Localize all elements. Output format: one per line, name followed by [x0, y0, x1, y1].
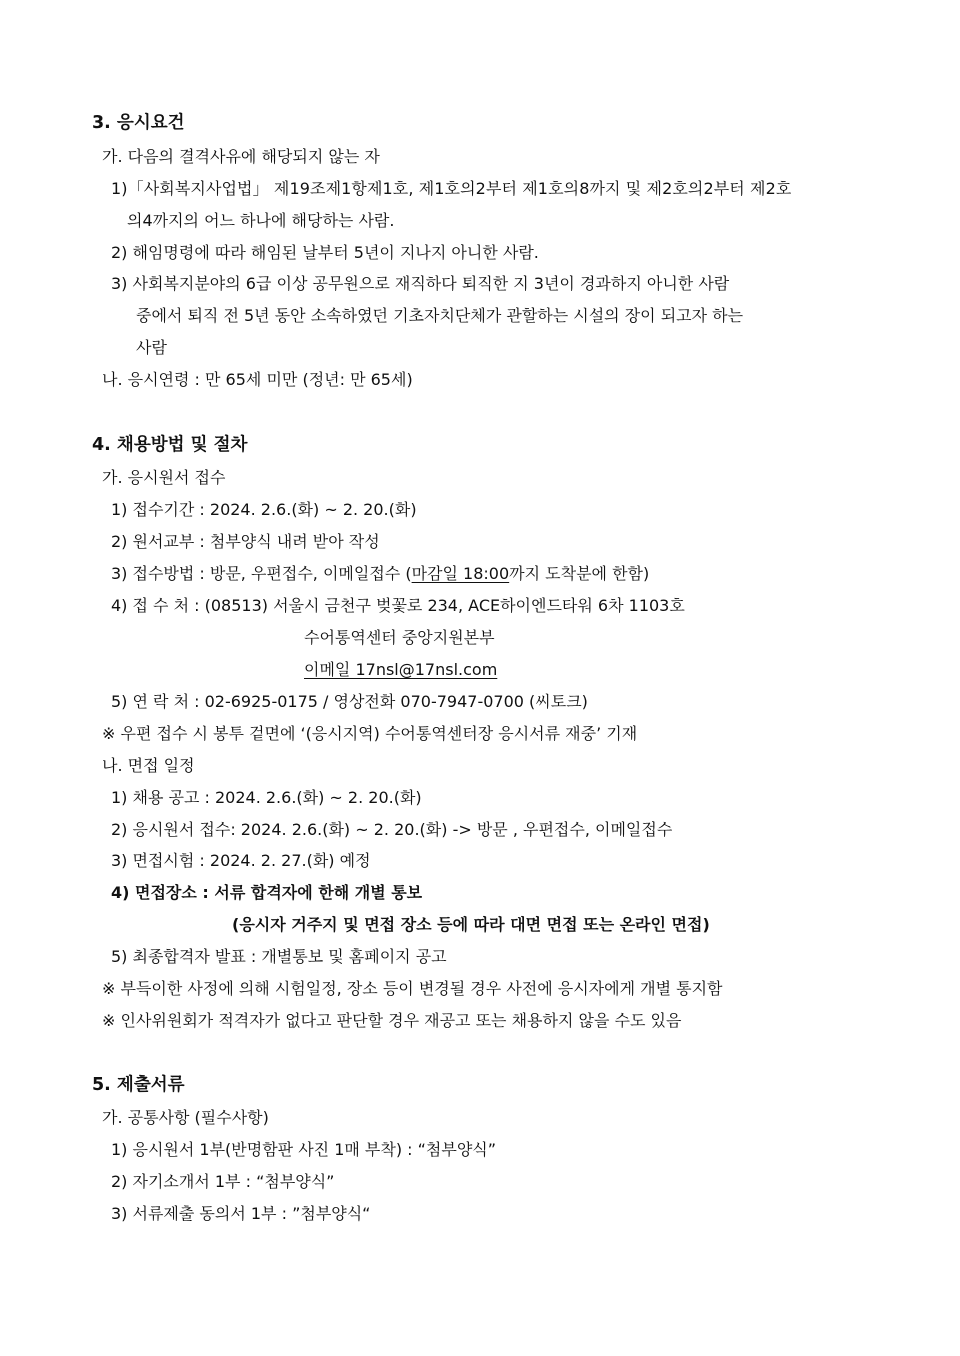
- s4-item-a1: 1) 접수기간 : 2024. 2.6.(화) ~ 2. 20.(화): [111, 500, 417, 519]
- s5-item-a3: 3) 서류제출 동의서 1부 : ”첨부양식“: [111, 1204, 371, 1223]
- s4-item-a4-line2: 수어통역센터 중앙지원본부: [304, 628, 495, 647]
- s4-item-a4: 4) 접 수 처 : (08513) 서울시 금천구 벚꽃로 234, ACE하이엔드타워 6차 1103호: [111, 596, 685, 615]
- section-5-title: 5. 제출서류: [92, 1075, 185, 1095]
- s4-a3-suffix: 까지 도착분에 한함): [509, 564, 650, 583]
- s4-a3-deadline: 마감일 18:00: [411, 564, 510, 583]
- s4-item-a5: 5) 연 락 처 : 02-6925-0175 / 영상전화 070-7947-0700 (씨토크): [111, 692, 588, 711]
- s4-item-b: 나. 면접 일정: [102, 756, 195, 775]
- s3-item-a: 가. 다음의 결격사유에 해당되지 않는 자: [102, 147, 380, 166]
- section-3-title: 3. 응시요건: [92, 113, 185, 133]
- s4-item-a: 가. 응시원서 접수: [102, 468, 226, 487]
- section-4-title: 4. 채용방법 및 절차: [92, 435, 248, 455]
- s4-a3-prefix: 3) 접수방법 : 방문, 우편접수, 이메일접수 (: [111, 564, 412, 583]
- s3-item-b: 나. 응시연령 : 만 65세 미만 (정년: 만 65세): [102, 370, 413, 389]
- s4-item-a4-email: 이메일 17nsl@17nsl.com: [304, 660, 498, 679]
- s5-item-a: 가. 공통사항 (필수사항): [102, 1108, 269, 1127]
- s4-item-b5: 5) 최종합격자 발표 : 개별통보 및 홈페이지 공고: [111, 947, 447, 966]
- s3-item-a3-line1: 3) 사회복지분야의 6급 이상 공무원으로 재직하다 퇴직한 지 3년이 경과하지 아니한 사람: [111, 274, 730, 293]
- s4-item-b4: 4) 면접장소 : 서류 합격자에 한해 개별 통보: [111, 883, 423, 902]
- s4-item-b4-line2: (응시자 거주지 및 면접 장소 등에 따라 대면 면접 또는 온라인 면접): [232, 915, 710, 934]
- s3-item-a3-line3: 사람: [136, 338, 167, 357]
- s4-item-b2: 2) 응시원서 접수: 2024. 2.6.(화) ~ 2. 20.(화) -> 방문 , 우편접수, 이메일접수: [111, 820, 673, 839]
- s4-item-b1: 1) 채용 공고 : 2024. 2.6.(화) ~ 2. 20.(화): [111, 788, 422, 807]
- s5-item-a1: 1) 응시원서 1부(반명함판 사진 1매 부착) : “첨부양식”: [111, 1140, 497, 1159]
- s4-item-a2: 2) 원서교부 : 첨부양식 내려 받아 작성: [111, 532, 380, 551]
- s3-item-a1-line2: 의4까지의 어느 하나에 해당하는 사람.: [127, 211, 395, 230]
- s3-item-a3-line2: 중에서 퇴직 전 5년 동안 소속하였던 기초자치단체가 관할하는 시설의 장이 되고자 하는: [136, 306, 744, 325]
- s4-item-a3: [111, 563, 649, 585]
- s4-item-b3: 3) 면접시험 : 2024. 2. 27.(화) 예정: [111, 851, 371, 870]
- s4-note-2: ※ 부득이한 사정에 의해 시험일정, 장소 등이 변경될 경우 사전에 응시자에게 개별 통지함: [102, 979, 723, 998]
- s3-item-a1-line1: 1)「사회복지사업법」 제19조제1항제1호, 제1호의2부터 제1호의8까지 및 제2호의2부터 제2호: [111, 179, 792, 198]
- s4-note-3: ※ 인사위원회가 적격자가 없다고 판단할 경우 재공고 또는 채용하지 않을 수도 있음: [102, 1011, 682, 1030]
- s5-item-a2: 2) 자기소개서 1부 : “첨부양식”: [111, 1172, 335, 1191]
- s3-item-a2: 2) 해임명령에 따라 해임된 날부터 5년이 지나지 아니한 사람.: [111, 243, 539, 262]
- s4-note-1: ※ 우편 접수 시 봉투 겉면에 ‘(응시지역) 수어통역센터장 응시서류 재중’ 기재: [102, 724, 638, 743]
